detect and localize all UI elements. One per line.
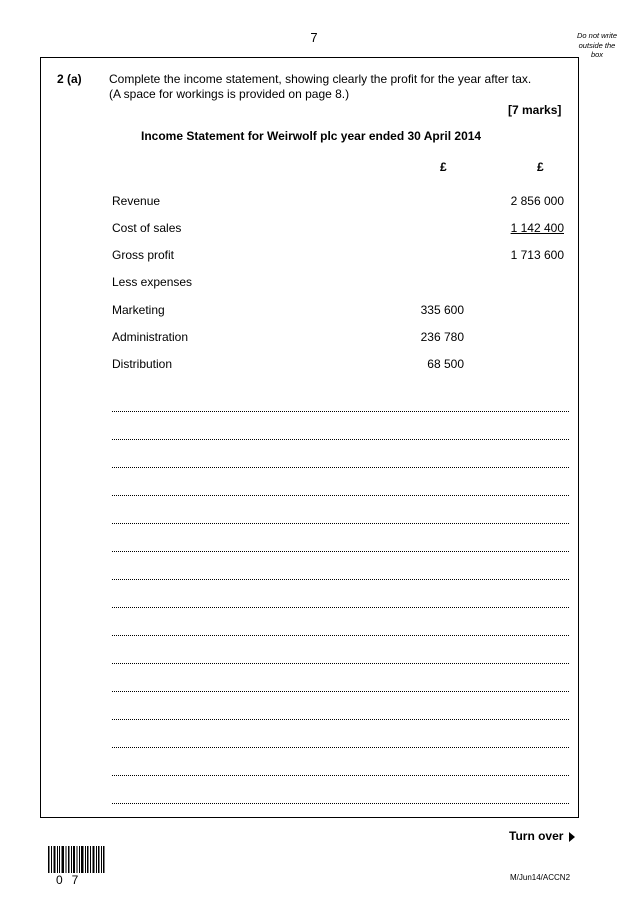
value-gross-profit: 1 713 600	[510, 248, 564, 262]
answer-line[interactable]	[112, 663, 569, 664]
barcode-icon	[48, 846, 106, 873]
page-number: 7	[310, 30, 318, 45]
answer-line[interactable]	[112, 551, 569, 552]
question-instruction: Complete the income statement, showing clearly the profit for the year after tax.	[109, 72, 532, 86]
row-label-marketing: Marketing	[112, 303, 165, 317]
column-header-pounds: £	[440, 160, 447, 174]
turn-over-label: Turn over	[509, 829, 564, 843]
statement-title: Income Statement for Weirwolf plc year ended 30 April 2014	[141, 129, 482, 143]
answer-line[interactable]	[112, 803, 569, 804]
row-label-less-expenses: Less expenses	[112, 275, 193, 289]
row-label-distribution: Distribution	[112, 357, 173, 371]
answer-box	[40, 57, 579, 818]
row-label-revenue: Revenue	[112, 194, 161, 208]
question-instruction-note: (A space for workings is provided on page 8.)	[109, 87, 350, 101]
answer-line[interactable]	[112, 411, 569, 412]
answer-line[interactable]	[112, 635, 569, 636]
margin-note	[562, 31, 632, 60]
value-marketing: 335 600	[420, 303, 464, 317]
answer-line[interactable]	[112, 775, 569, 776]
margin-note-line: outside the	[578, 40, 616, 50]
value-revenue: 2 856 000	[510, 194, 564, 208]
column-header-pounds: £	[537, 160, 544, 174]
value-distribution: 68 500	[427, 357, 464, 371]
value-administration: 236 780	[420, 330, 464, 344]
answer-line[interactable]	[112, 607, 569, 608]
answer-line[interactable]	[112, 439, 569, 440]
marks-available: [7 marks]	[508, 103, 562, 117]
answer-line[interactable]	[112, 579, 569, 580]
answer-line[interactable]	[112, 719, 569, 720]
answer-line[interactable]	[112, 467, 569, 468]
question-number: 2 (a)	[57, 72, 82, 86]
row-label-gross-profit: Gross profit	[112, 248, 175, 262]
answer-line[interactable]	[112, 691, 569, 692]
answer-line[interactable]	[112, 523, 569, 524]
answer-line[interactable]	[112, 495, 569, 496]
page-code: 07	[56, 873, 88, 887]
row-label-cost-of-sales: Cost of sales	[112, 221, 182, 235]
answer-line[interactable]	[112, 747, 569, 748]
right-triangle-icon	[569, 832, 575, 842]
paper-reference: M/Jun14/ACCN2	[510, 873, 571, 882]
margin-note-line: Do not write	[576, 31, 618, 40]
row-label-administration: Administration	[112, 330, 189, 344]
value-cost-of-sales: 1 142 400	[510, 221, 564, 235]
margin-note-line: box	[590, 50, 604, 59]
